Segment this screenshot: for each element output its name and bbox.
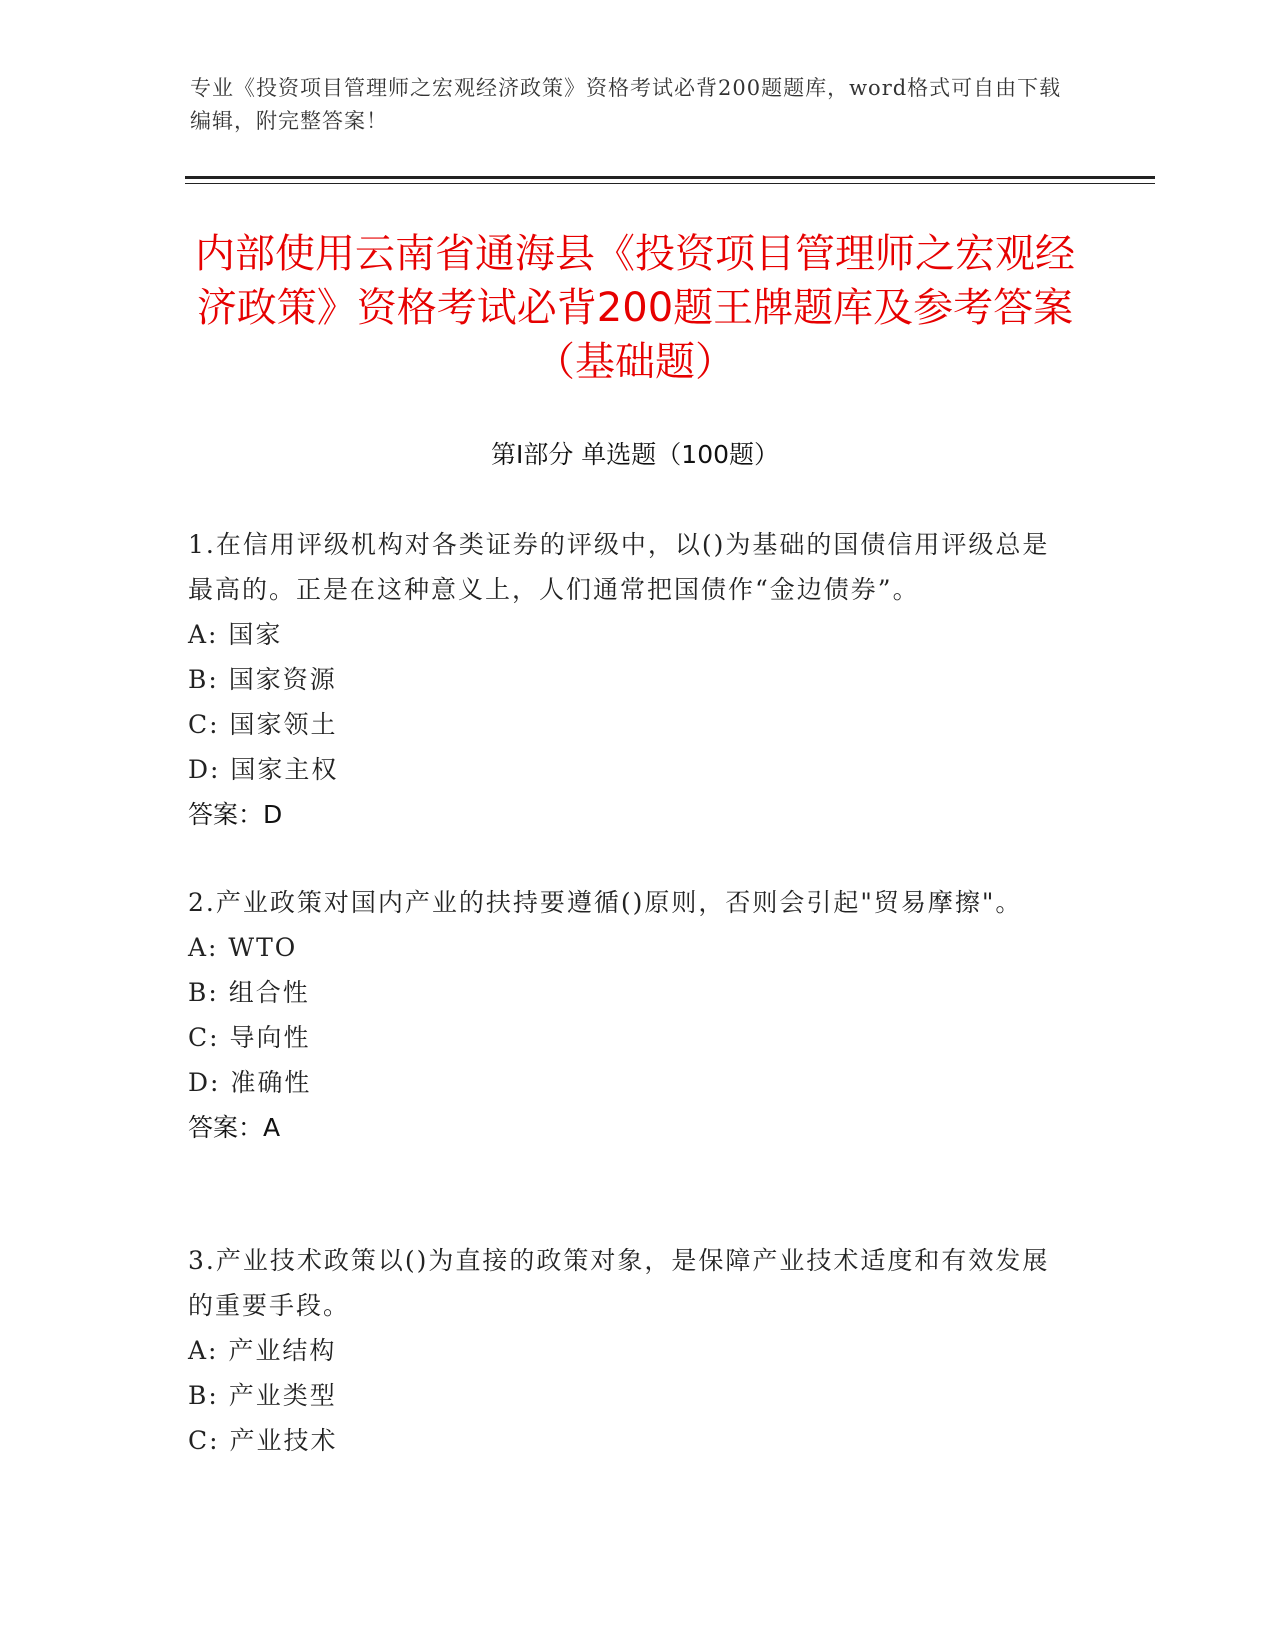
option-a: A: 国家 — [188, 620, 283, 649]
question-stem: 3.产业技术政策以()为直接的政策对象，是保障产业技术适度和有效发展的重要手段。 — [188, 1246, 1050, 1320]
section-title: 第I部分 单选题（100题） — [490, 440, 780, 469]
option-d: D: 国家主权 — [188, 755, 339, 784]
option-b: B: 国家资源 — [188, 665, 337, 694]
option-b: B: 产业类型 — [188, 1381, 337, 1410]
option-d: D: 准确性 — [188, 1068, 312, 1097]
question-stem: 2.产业政策对国内产业的扶持要遵循()原则，否则会引起"贸易摩擦"。 — [188, 888, 1023, 917]
header-divider-thick — [185, 176, 1155, 179]
option-c: C: 国家领土 — [188, 710, 338, 739]
option-a: A: WTO — [188, 933, 298, 962]
answer-line: 答案：A — [188, 1113, 281, 1142]
option-c: C: 产业技术 — [188, 1426, 338, 1455]
question-2 — [188, 880, 1068, 1150]
question-stem: 1.在信用评级机构对各类证券的评级中，以()为基础的国债信用评级总是最高的。正是在这种意义上，人们通常把国债作“金边债券”。 — [188, 530, 1050, 604]
document-title: 内部使用云南省通海县《投资项目管理师之宏观经济政策》资格考试必背200题王牌题库及参考答案（基础题） — [195, 231, 1075, 385]
option-c: C: 导向性 — [188, 1023, 311, 1052]
header-note: 专业《投资项目管理师之宏观经济政策》资格考试必背200题题库，word格式可自由下载编辑，附完整答案！ — [190, 76, 1062, 133]
question-1 — [188, 522, 1068, 837]
option-a: A: 产业结构 — [188, 1336, 337, 1365]
answer-line: 答案：D — [188, 800, 283, 829]
question-3 — [188, 1238, 1068, 1463]
option-b: B: 组合性 — [188, 978, 310, 1007]
header-divider-thin — [185, 183, 1155, 184]
